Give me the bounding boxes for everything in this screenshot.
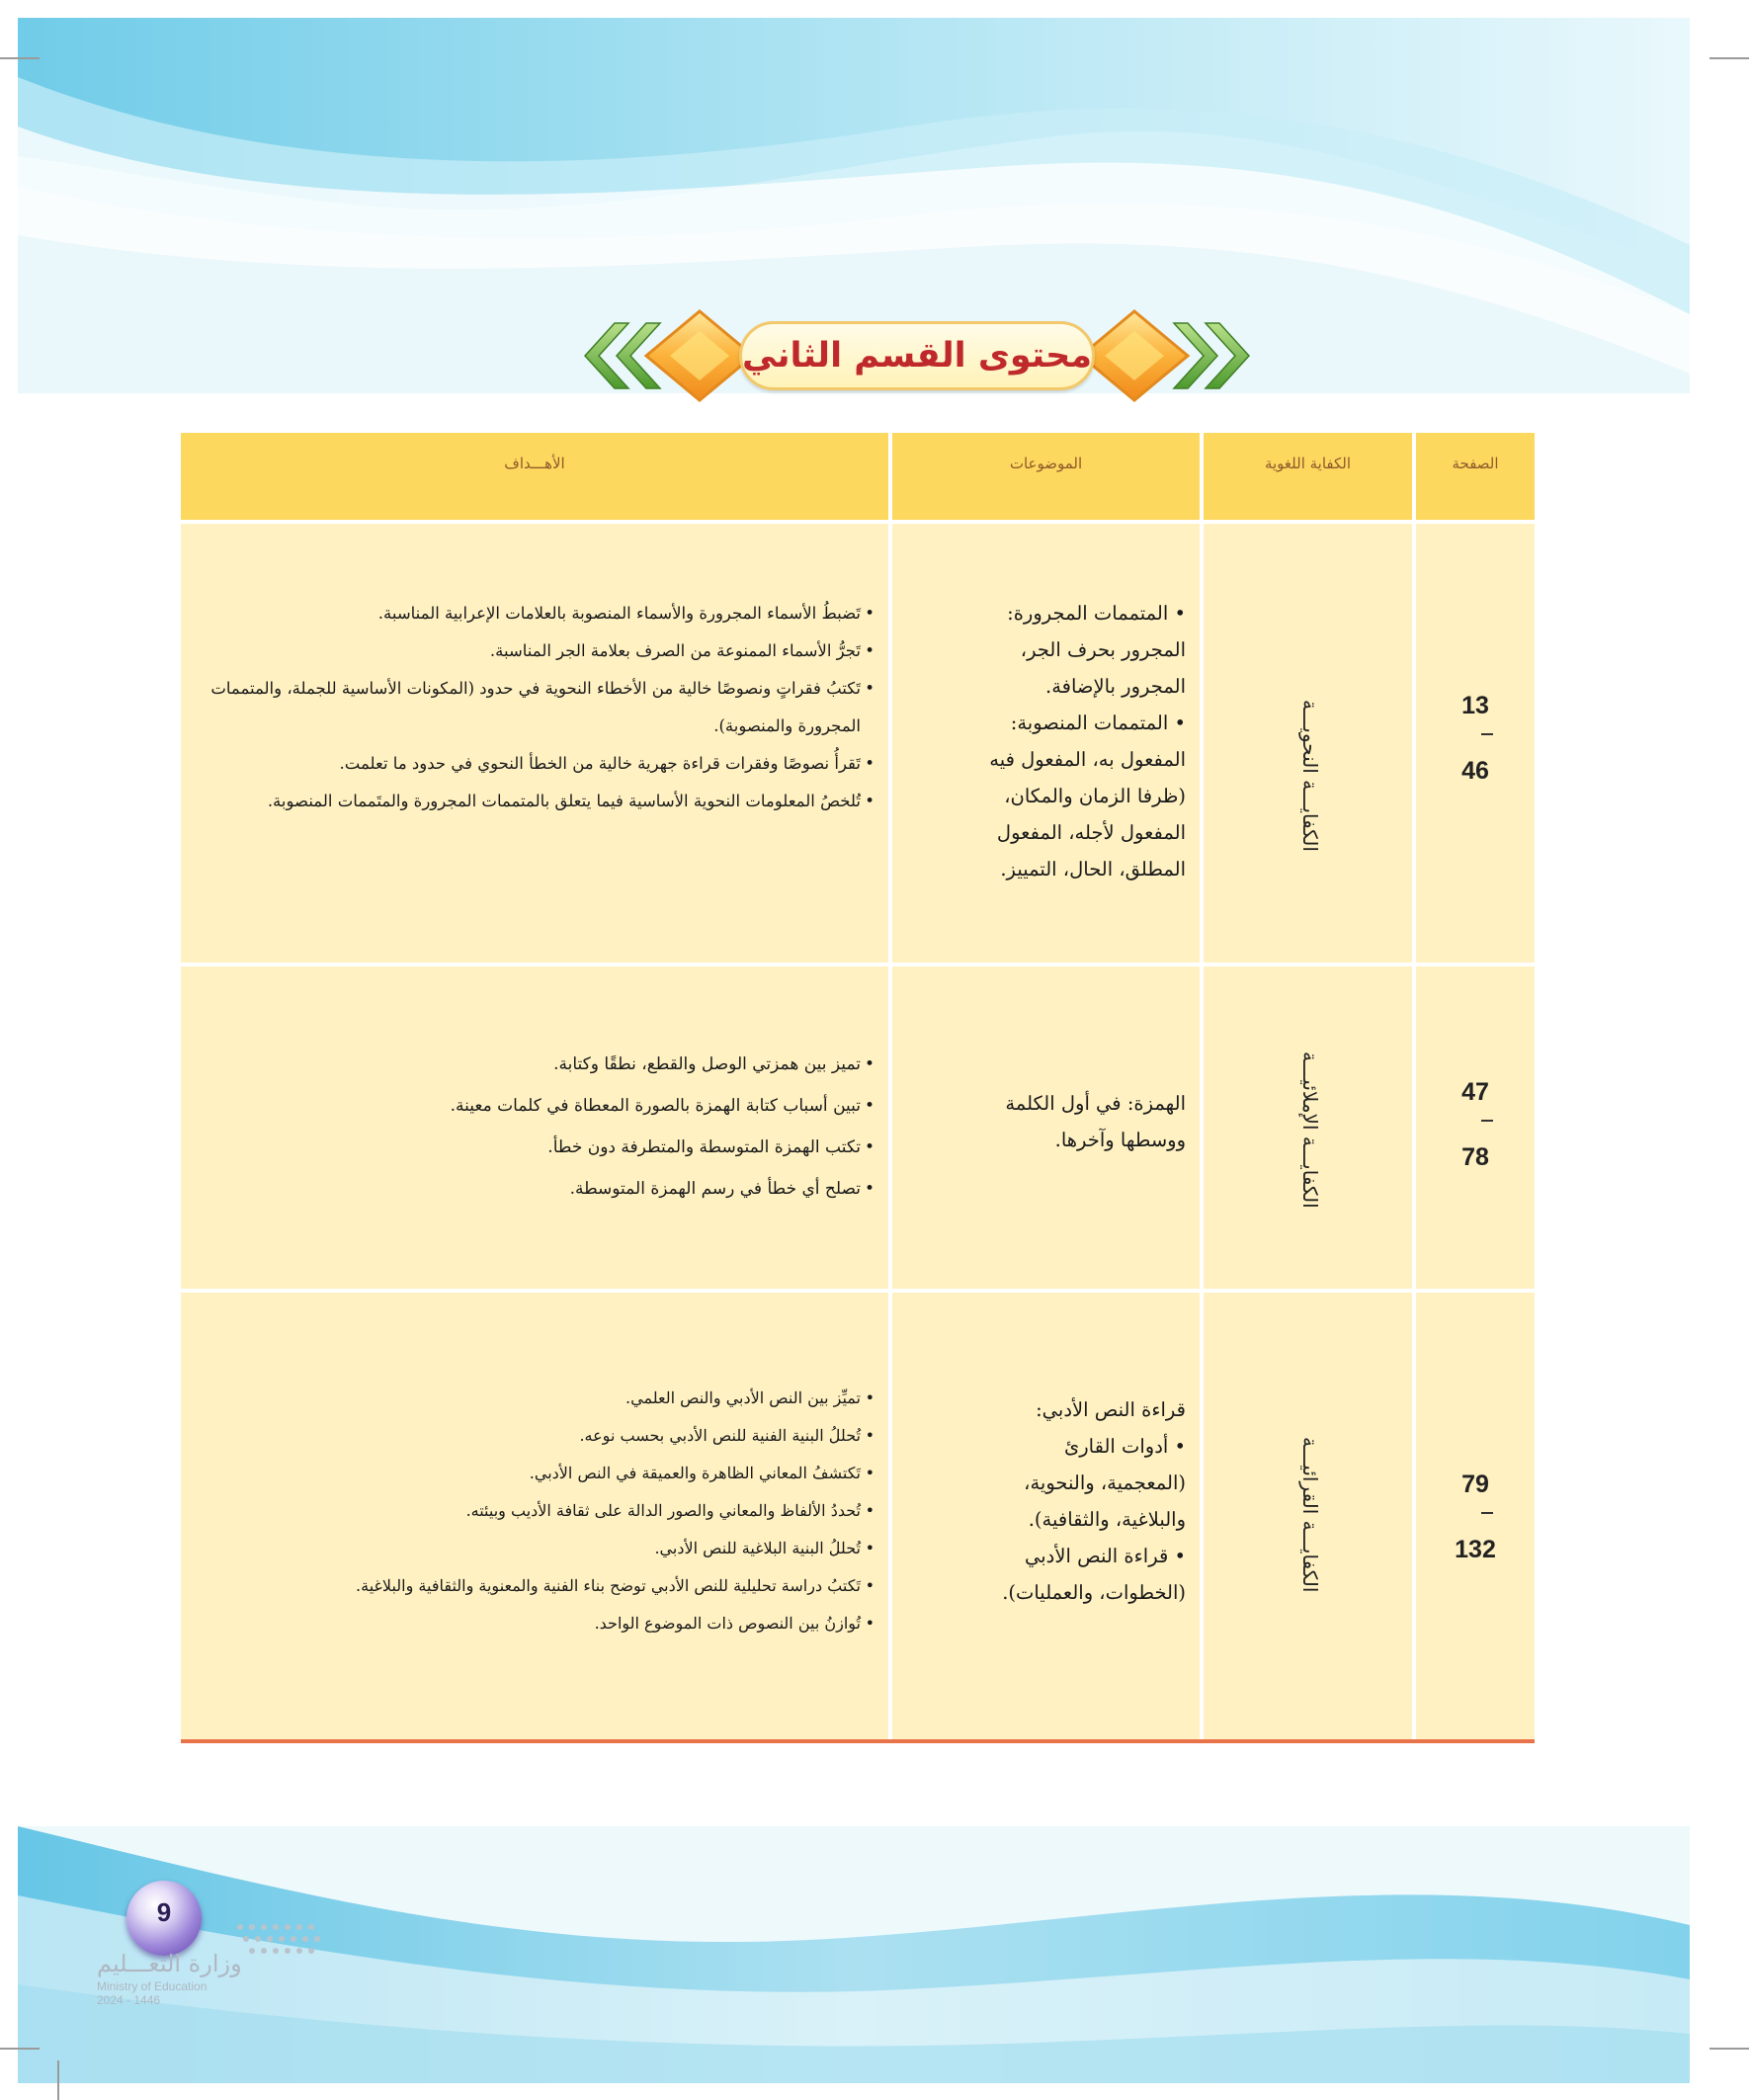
row2-page-dash (1481, 1120, 1493, 1122)
row3-topics-cell (892, 1293, 1200, 1739)
row3-goals (191, 1380, 874, 1642)
row3-competency: الكفايـــة القرائيـــة (1298, 1437, 1322, 1593)
goal-item: • تميِّز بين النص الأدبي والنص العلمي. (191, 1380, 874, 1417)
ministry-name-en: Ministry of Education (97, 1979, 208, 1993)
topic-line: المفعول به، المفعول فيه (989, 748, 1186, 771)
topic-line: • أدوات القارئ (910, 1428, 1186, 1465)
section-title-banner (571, 299, 1263, 413)
crop-mark (0, 57, 40, 59)
table-bottom-rule (181, 1739, 1535, 1743)
crop-mark (57, 2060, 59, 2100)
topic-line: • المتممات المنصوبة: (910, 705, 1186, 741)
row1-page-to: 46 (1461, 757, 1489, 785)
topic-line: الهمزة: في أول الكلمة (1005, 1092, 1186, 1115)
header-goals-label: الأهـــداف (504, 455, 565, 472)
row3-competency-cell (1204, 1293, 1412, 1739)
goal-item: • تَكتبُ فقراتٍ ونصوصًا خالية من الأخطاء النحوية في حدود (المكونات الأساسية للجملة، والمتممات المجرورة والمنصوبة). (191, 670, 874, 745)
goal-item: • تَضبطُ الأسماء المجرورة والأسماء المنصوبة بالعلامات الإعرابية المناسبة. (191, 595, 874, 632)
row1-competency: الكفايـــة النحويـــة (1298, 700, 1322, 852)
topic-line: المطلق، الحال، التمييز. (1000, 858, 1186, 881)
header-topics-label: الموضوعات (1009, 455, 1083, 472)
row1-page-dash (1481, 733, 1493, 735)
crop-mark (0, 2048, 40, 2050)
topic-line: (المعجمية، والنحوية، (1024, 1471, 1186, 1494)
row2-page-to: 78 (1461, 1143, 1489, 1171)
section-title: محتوى القسم الثاني (741, 336, 1093, 376)
row2-page-cell (1416, 966, 1535, 1289)
page-number-badge (126, 1881, 202, 1956)
goal-item: • تميز بين همزتي الوصل والقطع، نطقًا وكتابة. (191, 1044, 874, 1085)
topic-line: المجرور بالإضافة. (1045, 675, 1186, 698)
row2-goals-cell (181, 966, 888, 1289)
header-page-label: الصفحة (1452, 455, 1499, 472)
row2-topics (910, 1085, 1186, 1158)
topic-line: • المتممات المجرورة: (910, 595, 1186, 631)
ministry-year: 2024 - 1446 (97, 1993, 161, 2007)
goal-item: • تكتب الهمزة المتوسطة والمتطرفة دون خطأ. (191, 1127, 874, 1168)
row1-competency-cell (1204, 524, 1412, 963)
header-goals (181, 433, 888, 520)
topic-line: • قراءة النص الأدبي (910, 1538, 1186, 1574)
row1-topics-cell (892, 524, 1200, 963)
row2-page-from: 47 (1461, 1078, 1489, 1106)
header-topics (892, 433, 1200, 520)
goal-item: • تبين أسباب كتابة الهمزة بالصورة المعطاة في كلمات معينة. (191, 1085, 874, 1127)
ministry-logo (97, 1950, 275, 2007)
header-competency (1204, 433, 1412, 520)
crop-mark (1709, 57, 1749, 59)
row3-page-dash (1481, 1512, 1493, 1514)
topic-line: المجرور بحرف الجر، (1020, 638, 1186, 661)
goal-item: • تُوازنُ بين النصوص ذات الموضوع الواحد. (191, 1605, 874, 1642)
row3-page-cell (1416, 1293, 1535, 1739)
topic-line: (الخطوات، والعمليات). (1002, 1581, 1186, 1604)
goal-item: • تُحللُ البنية البلاغية للنص الأدبي. (191, 1530, 874, 1567)
row1-goals (191, 595, 874, 820)
header-page (1416, 433, 1535, 520)
row1-page-from: 13 (1461, 692, 1489, 719)
goal-item: • تَقرأُ نصوصًا وفقرات قراءة جهرية خالية من الخطأ النحوي في حدود ما تعلمت. (191, 745, 874, 783)
topic-line: قراءة النص الأدبي: (1036, 1398, 1186, 1421)
goal-item: • تَجرُّ الأسماء الممنوعة من الصرف بعلامة الجر المناسبة. (191, 632, 874, 670)
header-competency-label: الكفاية اللغوية (1264, 455, 1352, 472)
row1-goals-cell (181, 524, 888, 963)
row3-topics (910, 1391, 1186, 1611)
crop-mark (1709, 2048, 1749, 2050)
goal-item: • تُلخصُ المعلومات النحوية الأساسية فيما يتعلق بالمتممات المجرورة والمتَممات المنصوبة. (191, 783, 874, 820)
goal-item: • تصلح أي خطأ في رسم الهمزة المتوسطة. (191, 1168, 874, 1210)
topic-line: المفعول لأجله، المفعول (996, 821, 1186, 844)
topic-line: ووسطها وآخرها. (1054, 1129, 1186, 1151)
goal-item: • تُحللُ البنية الفنية للنص الأدبي بحسب نوعه. (191, 1417, 874, 1455)
row3-goals-cell (181, 1293, 888, 1739)
ministry-name-ar: وزارة التعـــليم (97, 1950, 242, 1977)
page-number: 9 (156, 1897, 172, 1927)
row2-competency: الكفايـــة الإملائيـــة (1298, 1050, 1322, 1209)
row3-page-from: 79 (1461, 1470, 1489, 1498)
goal-item: • تَكتبُ دراسة تحليلية للنص الأدبي توضح بناء الفنية والمعنوية والثقافية والبلاغية. (191, 1567, 874, 1605)
row2-topics-cell (892, 966, 1200, 1289)
row2-goals (191, 1044, 874, 1210)
row1-topics (910, 595, 1186, 887)
content-table (181, 433, 1535, 1757)
row3-page-to: 132 (1455, 1536, 1496, 1563)
topic-line: والبلاغية، والثقافية). (1028, 1508, 1186, 1531)
goal-item: • تَكتشفُ المعاني الظاهرة والعميقة في النص الأدبي. (191, 1455, 874, 1492)
topic-line: (ظرفا الزمان والمكان، (1004, 785, 1186, 807)
row2-competency-cell (1204, 966, 1412, 1289)
page (18, 18, 1690, 2083)
goal-item: • تُحددُ الألفاظ والمعاني والصور الدالة على ثقافة الأديب وبيئته. (191, 1492, 874, 1530)
row1-page-cell (1416, 524, 1535, 963)
